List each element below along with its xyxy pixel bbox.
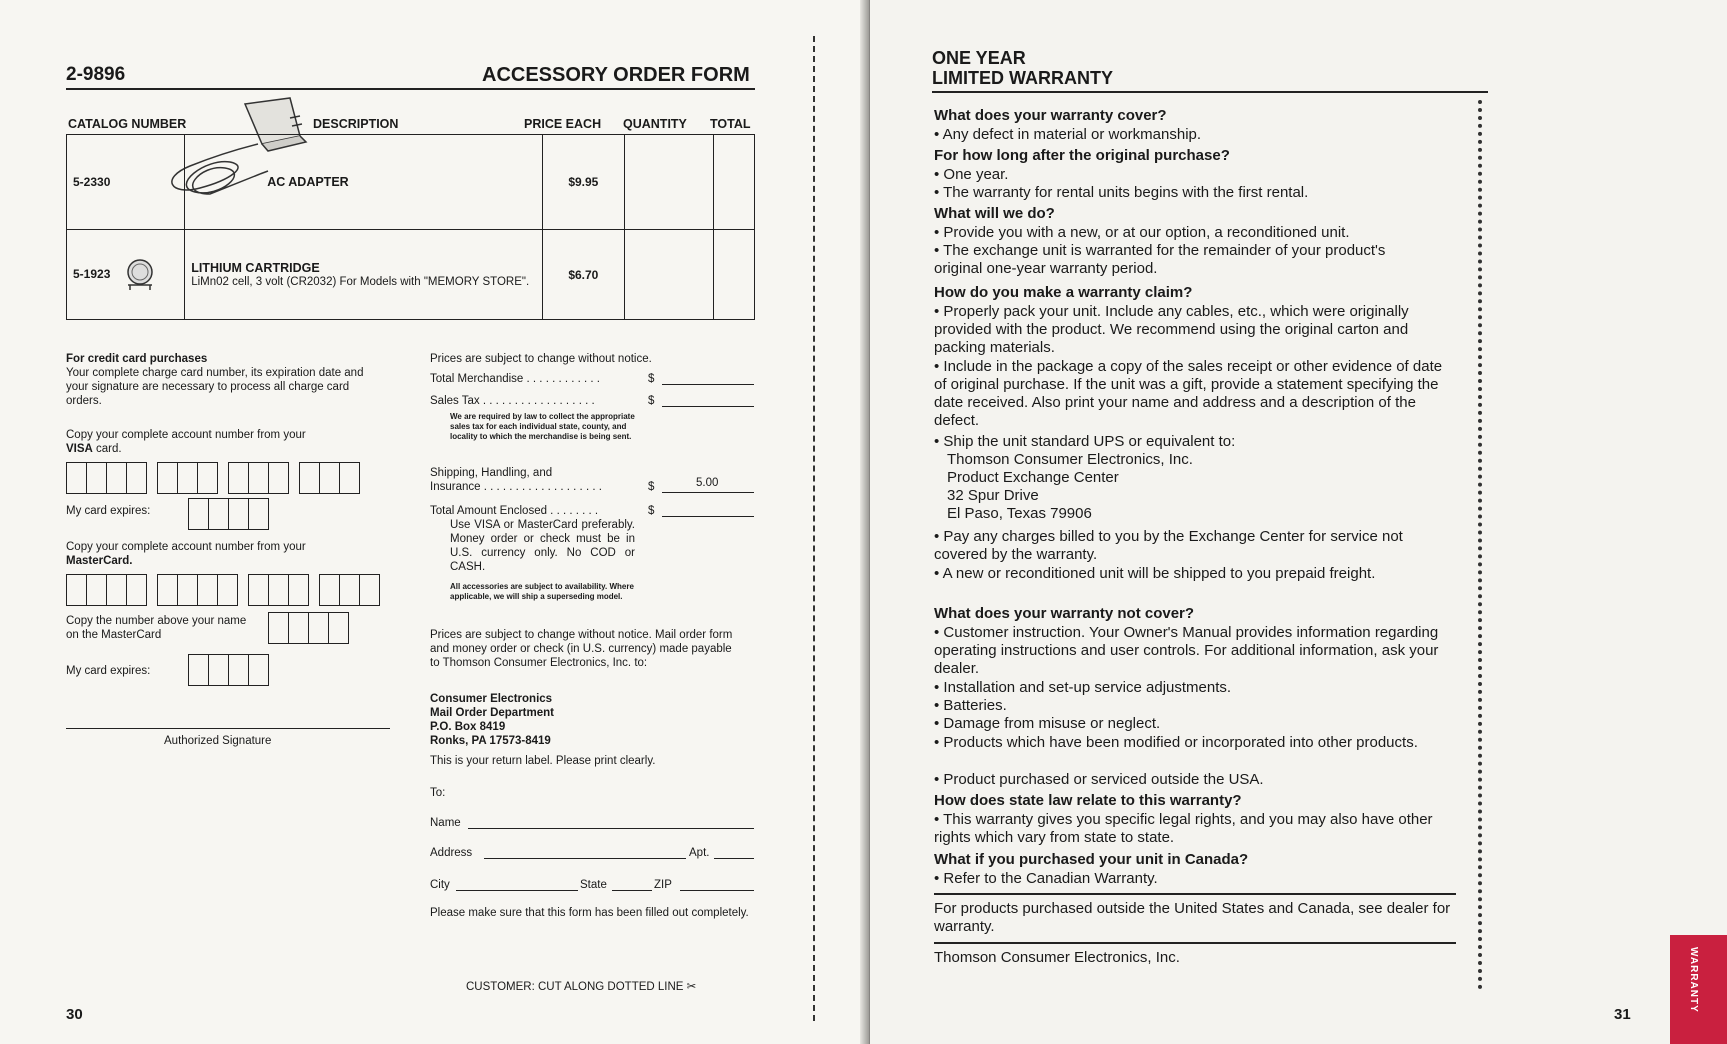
item-text: LiMn02 cell, 3 volt (CR2032) For Models with "MEMORY STORE". xyxy=(191,275,530,288)
list-item: • Batteries. xyxy=(934,697,1007,714)
address-line: El Paso, Texas 79906 xyxy=(947,505,1092,522)
address-line: 32 Spur Drive xyxy=(947,487,1039,504)
mc-name-label: Copy the number above your name on the MasterCard xyxy=(66,615,247,641)
divider xyxy=(934,893,1456,895)
battery-icon xyxy=(120,255,160,295)
visa-label: VISA xyxy=(66,443,93,455)
table-row xyxy=(67,135,755,230)
list-item: • Any defect in material or workmanship. xyxy=(934,126,1202,143)
form-title: ACCESSORY ORDER FORM xyxy=(482,64,750,86)
list-item: • This warranty gives you specific legal rights, and you may also have other rights which vary from state to state. xyxy=(934,811,1433,846)
list-item: • Customer instruction. Your Owner's Manual provides information regarding operating instructions and user controls. For additional information, ask your dealer. xyxy=(934,624,1439,677)
city-field[interactable] xyxy=(456,890,578,891)
section-question: What does your warranty cover? xyxy=(934,107,1167,124)
header-rule xyxy=(66,88,755,90)
total-enclosed-field[interactable] xyxy=(662,516,754,517)
currency-sign: $ xyxy=(648,505,655,517)
shipping-field xyxy=(662,492,754,493)
catalog-code: 2-9896 xyxy=(66,64,126,85)
state-label: State xyxy=(580,879,607,891)
item-title: LITHIUM CARTRIDGE xyxy=(191,260,320,275)
col-catalog: CATALOG NUMBER xyxy=(68,117,187,131)
col-total: TOTAL xyxy=(710,117,751,131)
dotted-border xyxy=(1478,100,1482,990)
sales-tax-label: Sales Tax . . . . . . . . . . . . . . . . . . xyxy=(430,395,595,407)
mc-expires-label: My card expires: xyxy=(66,665,151,677)
price: $6.70 xyxy=(543,230,624,320)
address-line: Product Exchange Center xyxy=(947,469,1119,486)
total-cell[interactable] xyxy=(714,135,755,230)
zip-field[interactable] xyxy=(680,890,754,891)
catalog-number: 5-2330 xyxy=(67,135,185,230)
zip-label: ZIP xyxy=(654,879,672,891)
payment-note: Use VISA or MasterCard preferably. Money order or check must be in U.S. currency only. No COD or CASH. xyxy=(450,519,635,573)
visa-suffix: card. xyxy=(92,443,122,455)
list-item: • Products which have been modified or incorporated into other products. xyxy=(934,734,1418,751)
shipping-value: 5.00 xyxy=(696,477,719,489)
mc-label: MasterCard. xyxy=(66,555,133,567)
ship-address xyxy=(947,451,1467,523)
mc-expiry-field[interactable] xyxy=(188,654,269,686)
address-line: P.O. Box 8419 xyxy=(430,721,506,733)
title-line: ONE YEAR xyxy=(932,48,1026,68)
list-item: • Include in the package a copy of the sales receipt or other evidence of date of original purchase. If the unit was a gift, provide a statement specifying the date received. Also print your name and address and a description of the defect. xyxy=(934,358,1443,429)
tab-label: WARRANTY xyxy=(1688,947,1699,1013)
state-field[interactable] xyxy=(612,890,652,891)
item-title: AC ADAPTER xyxy=(267,175,349,189)
list-item: • Properly pack your unit. Include any cables, etc., which were originally provided with the product. We recommend using the original carton and packing materials. xyxy=(934,303,1409,356)
warranty-tab[interactable] xyxy=(1670,935,1727,1044)
sales-tax-field[interactable] xyxy=(662,406,754,407)
address-line: Consumer Electronics xyxy=(430,693,553,705)
section-question: What if you purchased your unit in Canada? xyxy=(934,851,1249,868)
catalog-number: 5-1923 xyxy=(67,230,185,320)
mail-address xyxy=(430,692,554,748)
name-field[interactable] xyxy=(468,828,754,829)
page-number: 31 xyxy=(1614,1006,1631,1023)
col-price: PRICE EACH xyxy=(524,117,602,131)
list-item: • Product purchased or serviced outside the USA. xyxy=(934,771,1264,788)
list-item: • A new or reconditioned unit will be shipped to you prepaid freight. xyxy=(934,565,1376,582)
list-item: • The warranty for rental units begins with the first rental. xyxy=(934,184,1309,201)
section-question: How does state law relate to this warranty? xyxy=(934,792,1242,809)
list-item: • One year. xyxy=(934,166,1009,183)
total-cell[interactable] xyxy=(714,230,755,320)
name-label: Name xyxy=(430,817,461,829)
address-line: Ronks, PA 17573-8419 xyxy=(430,735,551,747)
credit-heading: For credit card purchases xyxy=(66,353,208,365)
apt-label: Apt. xyxy=(689,847,710,859)
signature-line[interactable] xyxy=(66,728,390,729)
title-rule xyxy=(932,91,1488,93)
apt-field[interactable] xyxy=(714,858,754,859)
mc-copy-text: Copy your complete account number from your xyxy=(66,541,306,553)
mc-name-number-field[interactable] xyxy=(268,612,349,644)
cut-note: CUSTOMER: CUT ALONG DOTTED LINE ✂ xyxy=(466,981,697,993)
currency-sign: $ xyxy=(648,395,655,407)
order-table xyxy=(66,134,755,320)
mail-note: Prices are subject to change without notice. Mail order form and money order or check (in U.S. currency) made payable to Thomson Consumer Electronics, Inc. to: xyxy=(430,629,733,669)
section-question: What will we do? xyxy=(934,205,1055,222)
tax-note: We are required by law to collect the appropriate sales tax for each individual state, county, and locality to which the merchandise is being sent. xyxy=(450,412,635,441)
total-merch-label: Total Merchandise . . . . . . . . . . . . xyxy=(430,373,601,385)
address-line: Thomson Consumer Electronics, Inc. xyxy=(947,451,1193,468)
filled-note: Please make sure that this form has been filled out completely. xyxy=(430,907,749,919)
list-item: • Ship the unit standard UPS or equivalent to: xyxy=(934,433,1236,450)
table-row xyxy=(67,230,755,320)
mastercard-instructions xyxy=(66,540,386,568)
visa-expires-label: My card expires: xyxy=(66,505,151,517)
cut-line xyxy=(813,36,815,1021)
section-question: For how long after the original purchase? xyxy=(934,147,1230,164)
return-label-note: This is your return label. Please print clearly. xyxy=(430,755,656,767)
signature-label: Authorized Signature xyxy=(164,735,272,747)
list-item: • Pay any charges billed to you by the Exchange Center for service not covered by the warranty. xyxy=(934,528,1403,563)
address-line: Mail Order Department xyxy=(430,707,554,719)
col-description: DESCRIPTION xyxy=(313,117,399,131)
list-item: • Refer to the Canadian Warranty. xyxy=(934,870,1158,887)
availability-note: All accessories are subject to availability. Where applicable, we will ship a superseding model. xyxy=(450,582,634,601)
currency-sign: $ xyxy=(648,373,655,385)
city-label: City xyxy=(430,879,450,891)
visa-copy-text: Copy your complete account number from your xyxy=(66,429,306,441)
credit-text: Your complete charge card number, its expiration date and your signature are necessary to process all charge card orders. xyxy=(66,367,364,407)
divider xyxy=(934,942,1456,944)
description xyxy=(185,135,543,230)
mastercard-number-field[interactable] xyxy=(66,574,380,606)
price: $9.95 xyxy=(543,135,624,230)
insurance-label: Insurance . . . . . . . . . . . . . . . . . . . xyxy=(430,481,602,493)
page-number: 30 xyxy=(66,1006,83,1023)
list-item: • The exchange unit is warranted for the remainder of your product's original one-year warranty period. xyxy=(934,242,1386,277)
company-name: Thomson Consumer Electronics, Inc. xyxy=(934,949,1180,966)
address-field[interactable] xyxy=(484,858,686,859)
currency-sign: $ xyxy=(648,481,655,493)
list-item: • Installation and set-up service adjustments. xyxy=(934,679,1232,696)
description xyxy=(185,230,543,320)
outside-note: For products purchased outside the United States and Canada, see dealer for warranty. xyxy=(934,900,1451,935)
visa-expiry-field[interactable] xyxy=(188,498,269,530)
section-question: How do you make a warranty claim? xyxy=(934,284,1193,301)
visa-number-field[interactable] xyxy=(66,462,360,494)
section-question: What does your warranty not cover? xyxy=(934,605,1195,622)
address-label: Address xyxy=(430,847,473,859)
to-label: To: xyxy=(430,787,446,799)
quantity-cell[interactable] xyxy=(624,135,714,230)
total-enclosed-label: Total Amount Enclosed . . . . . . . . xyxy=(430,505,599,517)
prices-note: Prices are subject to change without notice. xyxy=(430,353,652,365)
scissors-icon: ✂ xyxy=(686,981,697,993)
visa-instructions xyxy=(66,428,386,456)
warranty-title xyxy=(932,48,1113,88)
shipping-label: Shipping, Handling, and xyxy=(430,467,553,479)
quantity-cell[interactable] xyxy=(624,230,714,320)
col-quantity: QUANTITY xyxy=(623,117,687,131)
total-merch-field[interactable] xyxy=(662,384,754,385)
title-line: LIMITED WARRANTY xyxy=(932,68,1113,88)
list-item: • Provide you with a new, or at our option, a reconditioned unit. xyxy=(934,224,1350,241)
list-item: • Damage from misuse or neglect. xyxy=(934,715,1161,732)
credit-card-section xyxy=(66,352,386,408)
